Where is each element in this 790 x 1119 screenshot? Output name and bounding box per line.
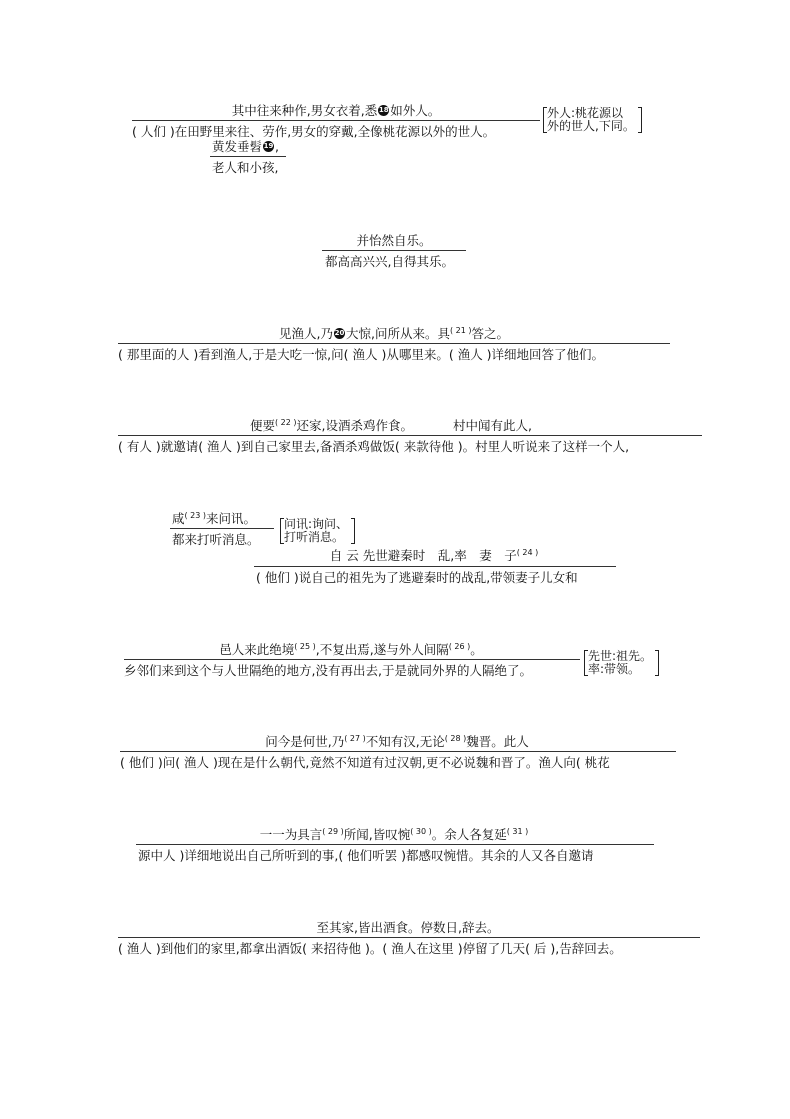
divider: [118, 435, 702, 436]
original-line-1: 其中往来种作,男女衣着,悉 18 如外人。: [231, 103, 441, 118]
translation-line-9: ( 他们 )问( 渔人 )现在是什么朝代,竟然不知道有过汉朝,更不必说魏和晋了。渔人向( 桃花: [120, 755, 610, 770]
translation-line-7: ( 他们 )说自己的祖先为了逃避秦时的战乱,带领妻子儿女和: [256, 570, 578, 585]
divider: [254, 566, 616, 567]
translation-line-2: 老人和小孩,: [212, 160, 279, 175]
annotation-note-inquire: 问讯:询问、 打听消息。: [280, 518, 355, 544]
divider: [118, 937, 700, 938]
annotation-marker-icon: 18: [378, 106, 389, 114]
divider: [322, 250, 466, 251]
annotation-note-ancestors: 先世:祖先。 率:带领。: [584, 650, 659, 676]
translation-line-4: ( 那里面的人 )看到渔人,于是大吃一惊,问( 渔人 )从哪里来。( 渔人 )详细地回答了他们。: [118, 347, 605, 362]
original-line-5: 便要$^{( 22 )}$还家,设酒杀鸡作食。 村中闻有此人,: [250, 418, 532, 433]
original-line-11: 至其家,皆出酒食。停数日,辞去。: [316, 920, 500, 935]
original-line-4: 见渔人,乃 20 大惊,问所从来。具$^{( 21 )}$答之。: [279, 326, 509, 341]
translation-line-1: ( 人们 )在田野里来往、劳作,男女的穿戴,全像桃花源以外的世人。: [132, 124, 496, 139]
translation-line-8: 乡邻们来到这个与人世隔绝的地方,没有再出去,于是就同外界的人隔绝了。: [124, 663, 532, 678]
translation-line-3: 都高高兴兴,自得其乐。: [325, 254, 454, 269]
original-line-6: 咸$^{( 23 )}$来问讯。: [172, 511, 257, 526]
divider: [170, 528, 274, 529]
original-line-3: 并怡然自乐。: [356, 233, 432, 248]
divider: [124, 659, 580, 660]
translation-line-5: ( 有人 )就邀请( 渔人 )到自己家里去,备酒杀鸡做饭( 来款待他 )。村里人听说来了这样一个人,: [118, 439, 630, 454]
original-line-7: 自 云 先世避秦时 乱,率 妻 子$^{( 24 )}$: [329, 548, 539, 563]
original-line-2: 黄发垂髫 19 ,: [212, 139, 279, 154]
divider: [136, 844, 654, 845]
original-line-8: 邑人来此绝境$^{( 25 )}$,不复出焉,遂与外人间隔$^{( 26 )}$。: [219, 642, 483, 657]
divider: [120, 751, 676, 752]
original-line-10: 一一为具言$^{( 29 )}$所闻,皆叹惋$^{( 30 )}$。余人各复延$^{( 31 )}$: [259, 827, 529, 842]
divider: [132, 120, 540, 121]
translation-line-11: ( 渔人 )到他们的家里,都拿出酒饭( 来招待他 )。( 渔人在这里 )停留了几天( 后 ),告辞回去。: [118, 941, 622, 956]
divider: [210, 156, 286, 157]
translation-line-6: 都来打听消息。: [172, 532, 260, 547]
annotation-marker-icon: 19: [263, 142, 274, 150]
annotation-note-outsiders: 外人:桃花源以 外的世人,下同。: [543, 107, 642, 133]
annotation-marker-icon: 20: [334, 329, 345, 337]
translation-line-10: 源中人 )详细地说出自己所听到的事,( 他们听罢 )都感叹惋惜。其余的人又各自邀请: [138, 848, 594, 863]
divider: [118, 343, 670, 344]
original-line-9: 问今是何世,乃$^{( 27 )}$不知有汉,无论$^{( 28 )}$魏晋。此人: [265, 734, 529, 749]
